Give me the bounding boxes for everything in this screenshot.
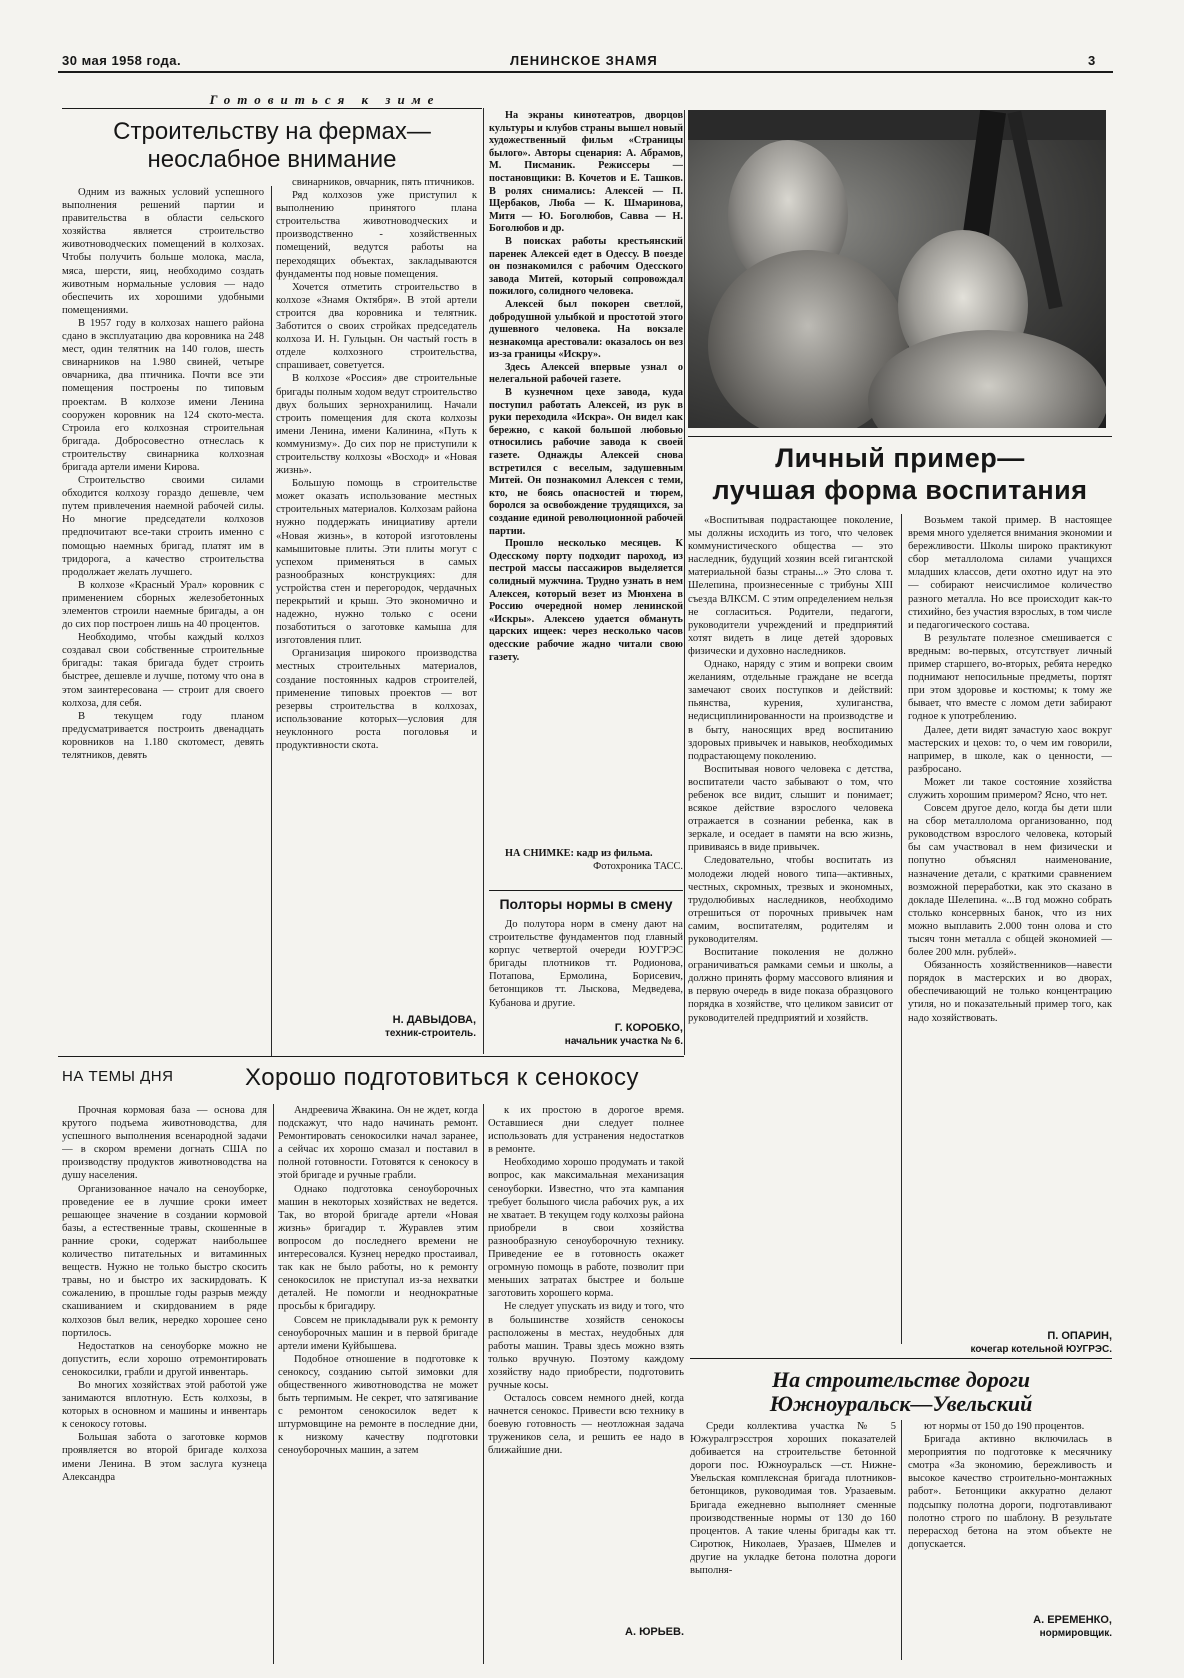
headline-line-1: На строительстве дороги	[771, 1367, 1031, 1392]
photo-credit: Фотохроника ТАСС.	[593, 860, 683, 872]
example-headline	[688, 442, 1112, 506]
headline-line-2: неослабное внимание	[147, 146, 397, 173]
paragraph: Может ли такое состояние хозяйства служить хорошим примером? Ясно, что нет.	[908, 776, 1112, 801]
article-column-1	[62, 1104, 267, 1664]
note-title: Полторы нормы в смену	[499, 896, 673, 912]
article-signature	[908, 1330, 1112, 1356]
article-headline	[62, 118, 482, 174]
column-divider	[483, 108, 484, 1054]
article-column-2	[908, 514, 1112, 1314]
masthead-rule	[58, 71, 1113, 73]
rubric: Готовиться к зиме	[209, 92, 441, 107]
road-headline	[690, 1368, 1112, 1416]
paragraph: Алексей был покорен светлой, добродушной улыбкой и простотой этого душевного человека. На вокзале незнакомца арестовали: оказалось он вез из-за границы «Искру».	[489, 298, 683, 361]
issue-date: 30 мая 1958 года.	[62, 53, 182, 68]
rubric-rule	[62, 108, 482, 109]
paragraph: Строительство своими силами обходится колхозу гораздо дешевле, чем путем привлечения наемной рабочей силы. Но многие председатели колхозов предпочитают все-таки строить именно с помощью наемных бригад, платят им в тридорога, а качество строительства продолжает желать лучшего.	[62, 475, 264, 578]
paragraph: Хочется отметить строительство в колхозе «Знамя Октября». В этой артели строится два коровника и телятник. Заботится о своих стройках председатель колхоза И. Н. Гульцын. Он частый гость в отделе колхозного строительства, спрашивает, советуется.	[276, 281, 477, 372]
article-column-1	[688, 514, 893, 1354]
paragraph: Подобное отношение в подготовке к сенокосу, созданию сытой зимовки для общественного животноводства не может быть терпимым. Не секрет, что затягивание с ремонтом сенокосилок ведет к штурмовщине на ремонте в последние дни, к низкому качеству подготовки сеноуборочных машин, а затем	[278, 1353, 478, 1457]
note-text	[489, 918, 683, 1018]
film-still-photo	[688, 110, 1106, 428]
paragraph: Большая забота о заготовке кормов проявляется во второй бригаде колхоза имени Ленина. В этом заслуга кузнеца Александра	[62, 1432, 267, 1483]
paragraph: В 1957 году в колхозах нашего района сдано в эксплуатацию два коровника на 248 мест, один телятник на 140 голов, шесть свинарников на 1.980 свиней, четыре овчарника, два птичника. Почти все эти помещения построены по типовым проектам. В колхозе имени Ленина сооружен коровник на 124 ското-места. Строила его колхозная строительная бригада. Добросовестно отнеслась к строительству свинарника колхозная бригада артели имени Кирова.	[62, 317, 264, 473]
paragraph: Совсем другое дело, когда бы дети шли на сбор металлолома организованно, под руководством взрослого человека, который бы сам участвовал в нем физически и попутно объяснял наименование, назначение детали, с краткими сравнением возможной переработки, как это сказано в докладе Шелепина. «...В год можно собрать столько консервных банок, что из них можно выплавить 2.000 тонн олова и сто тысяч тонн металла с общей экономией — более 200 млн. рублей».	[908, 803, 1112, 959]
headline-line-2: Южноуральск—Увельский	[769, 1391, 1033, 1416]
column-divider	[273, 1104, 274, 1664]
photo-caption: НА СНИМКЕ: кадр из фильма.	[505, 848, 653, 859]
paragraph: Совсем не прикладывали рук к ремонту сеноуборочных машин и в первой бригаде артели имени Куйбышева.	[278, 1314, 478, 1352]
section-kicker: НА ТЕМЫ ДНЯ	[62, 1068, 174, 1085]
paragraph: Однако, наряду с этим и вопреки своим желаниям, отдельные граждане не всегда замечают своих поступков и действий: пьянства, курения, хулиганства, недисциплинированности на производстве и в быту, наносящих вред воспитанию здоровых привычек и навыков, необходимых подрастающему поколению.	[688, 659, 893, 762]
paragraph: В поисках работы крестьянский паренек Алексей едет в Одессу. В поезде он познакомился с рабочим Одесского завода Митей, который сопровождал пожилого, солидного человека.	[489, 235, 683, 298]
column-divider	[901, 514, 902, 1344]
column-divider	[684, 110, 685, 1055]
paragraph: Осталось совсем немного дней, когда начнется сенокос. Привести всю технику в боевую готовность — неотложная задача тружеников села, и решить ее надо в ближайшие дни.	[488, 1393, 684, 1457]
paragraph: Здесь Алексей впервые узнал о нелегальной рабочей газете.	[489, 361, 683, 386]
headline-line-2: лучшая форма воспитания	[712, 475, 1088, 505]
paragraph: к их простою в дорогое время. Оставшиеся дни следует полнее использовать для устранения недостатков в ремонте.	[488, 1105, 684, 1156]
photo-rule	[688, 436, 1112, 437]
paragraph: Возьмем такой пример. В настоящее время много уделяется внимания экономии и бережливости. Школы широко практикуют сбор металлолома силами учащихся младших классов, дети охотно идут на это — собирают неисчислимое количество разного металла. Но все происходит как-то стихийно, без участия взрослых, в том числе и педагогического состава.	[908, 515, 1112, 631]
article-signature	[276, 1014, 476, 1040]
signature-role: кочегар котельной ЮУГРЭС.	[970, 1344, 1112, 1355]
paragraph: Не следует упускать из виду и того, что в большинстве хозяйств сенокосы расположены в местах, неудобных для работы машин. Травы здесь можно взять только вручную. Поэтому каждому хозяйству надо приобрести, подготовить ручные косы.	[488, 1301, 684, 1391]
page-number: 3	[1088, 53, 1096, 68]
paragraph: Ряд колхозов уже приступил к выполнению принятого плана строительства животноводческих и производственно - хозяйственных помещений, ведутся работы на переходящих объектах, закладываются фундаменты под новые помещения.	[276, 190, 477, 280]
paragraph: Организованное начало на сеноуборке, проведение ее в лучшие сроки имеет решающее значение в создании кормовой базы, а естественные травы, скошенные в ранние сроки, содержат наибольшее количество питательных и витаминных веществ. Нужно не только быстро скосить травы, но и быстро их заскирдовать. К сожалению, в прошлые годы разрыв между скашиванием и скирдованием в ряде колхозов был велик, нередко хорошее сено портилось.	[62, 1183, 267, 1339]
section-rule	[58, 1056, 684, 1057]
paragraph: Во многих хозяйствах этой работой уже занимаются вплотную. Есть колхозы, в которых в основном и машины и инвентарь к сенокосу готовы.	[62, 1379, 267, 1431]
signature-role: начальник участка № 6.	[564, 1036, 683, 1047]
signature-role: нормировщик.	[1039, 1628, 1112, 1639]
article-column-1	[690, 1420, 896, 1660]
note-signature	[489, 1022, 683, 1048]
headline-line-1: Личный пример—	[775, 443, 1025, 473]
signature-name: Г. КОРОБКО,	[614, 1022, 683, 1034]
note-rule	[489, 890, 683, 891]
signature-role: техник-строитель.	[385, 1028, 476, 1039]
section-rule	[690, 1358, 1112, 1359]
paragraph: Прошло несколько месяцев. К Одесскому порту подходит пароход, из пестрой массы пассажиров выделяется солидный мужчина. Трудно узнать в нем Алексея, который везет из Мюнхена в Россию очередной номер ленинской «Искры». Алексею удается обмануть царских ищеек: через несколько часов одесские рабочие жадно читали свою газету.	[489, 538, 683, 663]
paragraph: Прочная кормовая база — основа для крутого подъема животноводства, для успешного выполнения всенародной задачи — в скором времени догнать США по производству продуктов животноводства на душу населения.	[62, 1105, 267, 1182]
paragraph: Воспитание поколения не должно ограничиваться рамками семьи и школы, а должно принять форму массового влияния и в первую очередь в виде показа образцового порядка в хозяйстве, что целиком зависит от руководителей предприятий и хозяйств.	[688, 947, 893, 1024]
paragraph: Большую помощь в строительстве может оказать использование местных строительных материалов. Колхозам района нужно поддержать инициативу артели «Новая жизнь», в которой изготовлены камышитовые плиты. Эти плиты могут с успехом применяться в самых разнообразных конструкциях: для устройства стен и перегородок, чердачных перекрытий и крыш. Это экономично и надежно, нужно только с осени позаботиться о заготовке камыша для изготовления плит.	[276, 478, 477, 647]
photo-caption-block	[489, 848, 683, 873]
paragraph: Далее, дети видят зачастую хаос вокруг мастерских и цехов: то, о чем им говорили, например, в школе, как о ценности, — разбросано.	[908, 724, 1112, 775]
paragraph: Необходимо, чтобы каждый колхоз создавал свои собственные строительные бригады: такая бригада будет строить быстрее, дешевле и лучше, потому что она в этом заинтересована — строит для своего колхоза, для себя.	[62, 632, 264, 709]
column-divider	[483, 1104, 484, 1664]
paragraph: На экраны кинотеатров, дворцов культуры и клубов страны вышел новый художественный фильм «Страницы былого». Авторы сценария: А. Абрамов, М. Писманик. Режиссеры — постановщики: В. Кочетов и Е. Ташков. В ролях снимались: Алексей — П. Щербаков, Люба — К. Шмаринова, Митя — Ю. Боголюбов, Савва — Н. Боголюбов и др.	[489, 110, 683, 235]
paragraph: Необходимо хорошо продумать и такой вопрос, как максимальная механизация сеноуборки. Известно, что эта кампания требует большого числа рабочих рук, а их не хватает. В текущем году колхозы района приобрели в свои хозяйства разнообразную сеноуборочную технику. Приведение ее в готовность окажет огромную помощь в работе, позволит при меньших затратах быстрее и больше заготовить хорошего корма.	[488, 1157, 684, 1300]
haymaking-headline: Хорошо подготовиться к сенокосу	[244, 1064, 640, 1091]
paragraph: Воспитывая нового человека с детства, воспитатели часто забывают о том, что ребенок все видит, слышит и понимает; всякое действие взрослого человека отражается в сознании ребенка, как в зеркале, и оседает в памяти на всю жизнь, прививаясь в виде привычек.	[688, 763, 893, 854]
paragraph: В колхозе «Россия» две строительные бригады полным ходом ведут строительство двух больших зернохранилищ. Начали строить помещения для скота колхозы имени Ленина, имени Калинина, «Путь к коммунизму». До сих пор не приступили к строительству колхозы «Восход» и «Новая жизнь».	[276, 373, 477, 477]
paragraph: Бригада активно включилась в мероприятия по подготовке к месячнику смотра «За экономию, бережливость и высокое качество строительно-монтажных работ». Бетонщики аккуратно делают подсыпку полотна дороги, подготавливают полотно строго по шаблону. В результате перерасход бетона на этом объекте не допускается.	[908, 1434, 1112, 1550]
paragraph: До полутора норм в смену дают на строительстве фундаментов под главный корпус четвертой очереди ЮУГРЭС бригады плотников тт. Родионова, Потапова, Ермолина, Борисевич, бетонщиков тт. Лыскова, Медведева, Кубанова и другие.	[489, 919, 683, 1009]
paragraph: В колхозе «Красный Урал» коровник с применением сборных железобетонных элементов строили наемные бригады, а он до сих пор построен лишь на 40 процентов.	[62, 579, 264, 631]
article-column-2	[908, 1420, 1112, 1620]
signature-name: П. ОПАРИН,	[1047, 1330, 1112, 1342]
article-column-2	[278, 1104, 478, 1664]
paragraph: «Воспитывая подрастающее поколение, мы должны исходить из того, что человек коммунистического общества — это наследник, будущий хозяин всей гигантской материальной базы страны...» Это слова т. Шелепина, произнесенные с трибуны XIII съезда ВЛКСМ. С этим определением нельзя не согласиться. Родители, педагоги, руководители учреждений и предприятий хотят видеть в лице детей здоровых физически и духовно наследников.	[688, 515, 893, 657]
article-column-3	[488, 1104, 684, 1624]
headline-line-1: Строительству на фермах—	[113, 118, 431, 145]
paragraph: Недостатков на сеноуборке можно не допустить, если хорошо отремонтировать сенокосилки, грабли и другой инвентарь.	[62, 1340, 267, 1378]
column-divider	[901, 1420, 902, 1660]
article-column-1	[62, 186, 264, 1056]
paragraph: В результате полезное смешивается с вредным: во-первых, отсутствует личный пример старшего, во-вторых, ребята нередко поднимают непосильные предметы, портят при этом здоровье и костюмы; к тому же бывает, что вместе с ломом дети забирают годное к употреблению.	[908, 632, 1112, 723]
paragraph: В текущем году планом предусматривается построить двенадцать коровников на 1.180 скотомест, девять телятников, девять	[62, 710, 264, 762]
article-signature	[908, 1614, 1112, 1640]
signature-name: Н. ДАВЫДОВА,	[392, 1014, 476, 1026]
column-divider	[271, 186, 272, 1056]
paragraph: Обязанность хозяйственников—навести порядок в мастерских и во дворах, обеспечивающий не только концентрацию утиля, но и показательный пример того, как надо хозяйствовать.	[908, 960, 1112, 1024]
article-column-2	[276, 176, 477, 1036]
paragraph: Следовательно, чтобы воспитать из молодежи людей нового типа—активных, честных, скромных, трезвых и экономных, трудолюбивых наследников, необходимо отрешиться от порочных привычек нам самим, воспитателям, родителям и руководителям.	[688, 855, 893, 945]
paragraph: свинарников, овчарник, пять птичников.	[292, 177, 475, 188]
paragraph: Андреевича Жвакина. Он не ждет, когда подскажут, что надо начинать ремонт. Ремонтировать сенокосилки начал заранее, а сейчас их хорошо смазал и поставил в полной готовности. Готовятся к сенокосу в этой бригаде и ручные грабли.	[278, 1105, 478, 1182]
signature-name: А. ЕРЕМЕНКО,	[1033, 1614, 1112, 1626]
article-signature: А. ЮРЬЕВ.	[625, 1626, 684, 1638]
film-announcement	[489, 110, 683, 910]
newspaper-name: ЛЕНИНСКОЕ ЗНАМЯ	[510, 53, 658, 68]
paragraph: Однако подготовка сеноуборочных машин в некоторых хозяйствах не ведется. Так, во второй бригаде артели «Новая жизнь» бригадир т. Журавлев этим вопросом до последнего времени не интересовался. Кузнец нередко простаивал, так как не было работы, но к ремонту сенокосилок не приступал из-за нехватки деталей. Не помогли и неоднократные просьбы к бригадиру.	[278, 1183, 478, 1313]
paragraph: Одним из важных условий успешного выполнения решений партии и правительства в области сельского хозяйства является строительство животноводческих помещений в колхозах. Чтобы получить больше молока, масла, мяса, шерсти, яиц, необходимо создать животным нормальные условия — надо обеспечить их хорошими удобными помещениями.	[62, 187, 264, 316]
paragraph: Организация широкого производства местных строительных материалов, создание постоянных кадров строителей, применение типовых проектов — вот резервы строительства в колхозах, использование которых—условия для неуклонного роста поголовья и продуктивности скота.	[276, 648, 477, 752]
paragraph: ют нормы от 150 до 190 процентов.	[924, 1421, 1085, 1432]
paragraph: Среди коллектива участка № 5 Южуралгрэсстроя хороших показателей добивается на строительстве бетонной дороги пос. Южноуральск —ст. Нижне-Увельская комплексная бригада плотников-бетонщиков, руководимая тов. Уразаевым. Бригада ежедневно выполняет сменные производственные нормы от 130 до 160 процентов. А такие члены бригады как тт. Сиротюк, Николаев, Уразаев, Шмелев и другие на укладке бетона полотна дороги выполня-	[690, 1421, 896, 1577]
paragraph: В кузнечном цехе завода, куда поступил работать Алексей, из рук в руки переходила «Искра». Он видел как бережно, с какой большой любовью относились рабочие завода к своей газете. Однажды Алексей снова встретился с веселым, задушевным Митей. Он познакомил Алексея с теми, кто, не боясь опасностей и тюрем, боролся за освобождение трудящихся, за создание единой революционной рабочей партии.	[489, 387, 683, 537]
